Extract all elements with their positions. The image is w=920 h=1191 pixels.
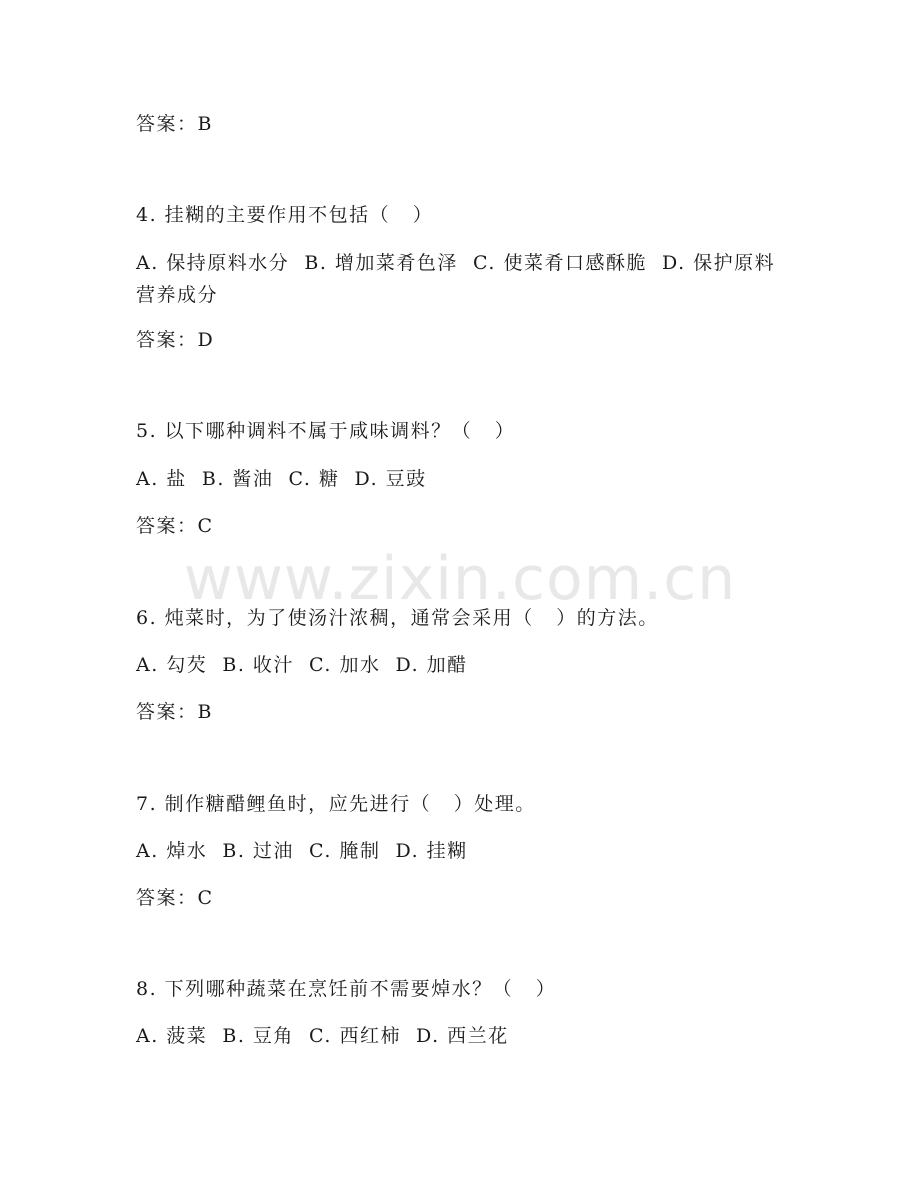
answer-4: 答案：D [136,329,215,351]
question-8: 8. 下列哪种蔬菜在烹饪前不需要焯水？（ ） [136,978,557,1000]
answer-3: 答案：B [136,113,213,135]
answer-6: 答案：B [136,701,213,723]
options-8: A. 菠菜 B. 豆角 C. 西红柿 D. 西兰花 [136,1025,509,1047]
answer-5: 答案：C [136,515,214,537]
options-6: A. 勾芡 B. 收汁 C. 加水 D. 加醋 [136,654,468,676]
options-5: A. 盐 B. 酱油 C. 糖 D. 豆豉 [136,468,427,490]
watermark-text: www.zixin.com.cn [183,544,737,614]
options-4: A. 保持原料水分 B. 增加菜肴色泽 C. 使菜肴口感酥脆 D. 保护原料营养成分 [136,252,776,306]
question-6: 6. 炖菜时，为了使汤汁浓稠，通常会采用（ ）的方法。 [136,607,659,629]
options-7: A. 焯水 B. 过油 C. 腌制 D. 挂糊 [136,840,468,862]
question-5: 5. 以下哪种调料不属于咸味调料？（ ） [136,420,516,442]
question-7: 7. 制作糖醋鲤鱼时，应先进行（ ）处理。 [136,793,536,815]
question-4: 4. 挂糊的主要作用不包括（ ） [136,204,434,226]
answer-7: 答案：C [136,887,214,909]
